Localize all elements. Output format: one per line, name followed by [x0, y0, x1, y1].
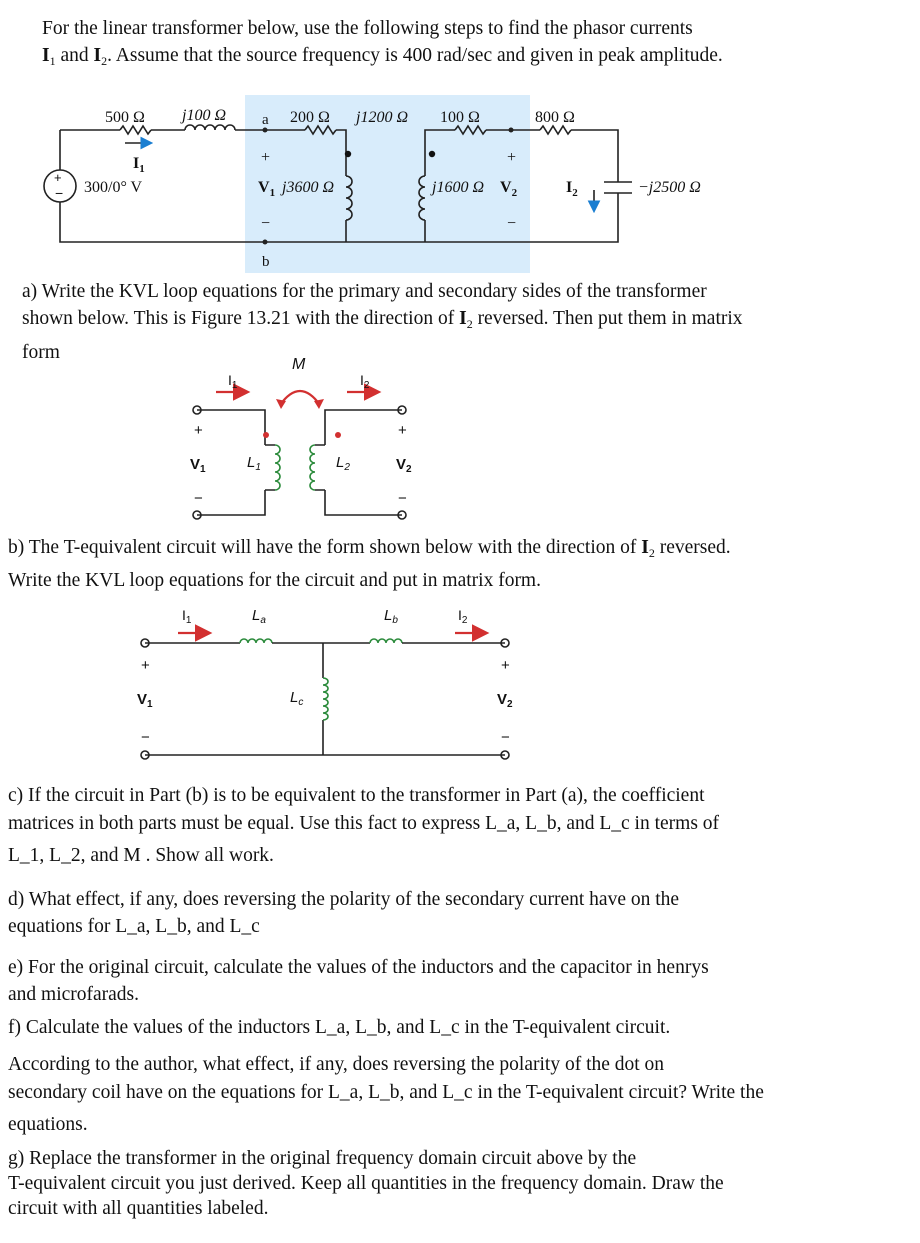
part-e-line-2: and microfarads. [8, 984, 140, 1005]
part-g-line-2: T-equivalent circuit you just derived. Keep all quantities in the frequency domain. Draw the [8, 1173, 724, 1194]
node-right-dot [509, 128, 514, 133]
label-minus-v2: − [398, 490, 407, 507]
label-source: 300/0° V [84, 179, 143, 196]
label-m: M [292, 356, 306, 373]
label-v1: $V_1$ [258, 179, 276, 199]
part-a-line-2: shown below. This is Figure 13.21 with the direction of $I_2$ reversed. Then put them in matrix [22, 308, 743, 331]
label-minus-v2: − [501, 729, 510, 746]
label-l2: $L_2$ [336, 454, 350, 473]
label-r-load: 800 Ω [535, 109, 575, 126]
label-l1: $L_1$ [247, 454, 261, 473]
node-a-dot [263, 128, 268, 133]
part-c-line-2: matrices in both parts must be equal. Use this fact to express L_a, L_b, and L_c in terms of [8, 813, 720, 834]
part-e-line-1: e) For the original circuit, calculate the values of the inductors and the capacitor in henrys [8, 957, 709, 978]
source-minus: − [55, 185, 64, 201]
part-a-line-1: a) Write the KVL loop equations for the primary and secondary sides of the transformer [22, 281, 707, 302]
label-plus-v1: + [194, 422, 203, 439]
label-lc: $L_c$ [290, 689, 304, 708]
part-f-line-1: f) Calculate the values of the inductors L_a, L_b, and L_c in the T-equivalent circuit. [8, 1017, 671, 1038]
label-plus-v2: + [398, 422, 407, 439]
label-la: $L_a$ [252, 607, 266, 626]
label-plus-v2: + [501, 657, 510, 674]
sub: 1 [49, 54, 56, 68]
label-x-mutual: j1200 Ω [356, 109, 409, 126]
label-i1: $I_1$ [228, 372, 238, 391]
transformer-figure-a [0, 355, 920, 525]
part-f-line-4: equations. [8, 1114, 88, 1135]
label-r-primary: 200 Ω [290, 109, 330, 126]
part-d-line-1: d) What effect, if any, does reversing the polarity of the secondary current have on the [8, 889, 680, 910]
part-c-line-3: L_1, L_2, and M . Show all work. [8, 845, 274, 866]
label-r-secondary: 100 Ω [440, 109, 480, 126]
node-b-dot [263, 240, 268, 245]
label-v1: $V_1$ [137, 691, 153, 710]
label-i2: $I_2$ [360, 372, 370, 391]
sub: 2 [101, 54, 108, 68]
dot-l1 [263, 432, 269, 438]
label-v2: $V_2$ [500, 179, 518, 199]
part-c-line-1: c) If the circuit in Part (b) is to be equivalent to the transformer in Part (a), the coefficient [8, 785, 705, 806]
intro-line-1: For the linear transformer below, use the following steps to find the phasor currents [42, 18, 693, 39]
label-minus-v1: − [194, 490, 203, 507]
dot-l2 [335, 432, 341, 438]
label-plus-v1: + [261, 149, 271, 166]
label-minus-v2: − [507, 215, 517, 232]
label-plus-v1: + [141, 657, 150, 674]
label-current-1: $I_1$ [133, 155, 145, 175]
part-b-line-1: b) The T-equivalent circuit will have the form shown below with the direction of $I_2$ reversed. [8, 537, 731, 560]
part-b-line-2: Write the KVL loop equations for the circuit and put in matrix form. [8, 570, 541, 591]
part-a-line-3: form [22, 342, 60, 363]
label-i2: $I_2$ [458, 607, 468, 626]
part-g-line-3: circuit with all quantities labeled. [8, 1198, 269, 1219]
label-v1: $V_1$ [190, 456, 206, 475]
label-minus-v1: − [261, 215, 271, 232]
label-minus-v1: − [141, 729, 150, 746]
label-r-source: 500 Ω [105, 109, 145, 126]
dot-primary [345, 151, 351, 157]
label-node-a: a [262, 112, 269, 128]
part-f-line-3: secondary coil have on the equations for L_a, L_b, and L_c in the T-equivalent circuit? Write the [8, 1082, 764, 1103]
label-plus-v2: + [507, 149, 517, 166]
label-x-cap: −j2500 Ω [638, 179, 701, 196]
part-g-line-1: g) Replace the transformer in the original frequency domain circuit above by the [8, 1148, 637, 1169]
part-f-line-2: According to the author, what effect, if any, does reversing the polarity of the dot on [8, 1054, 665, 1075]
part-d-line-2: equations for L_a, L_b, and L_c [8, 916, 260, 937]
label-node-b: b [262, 254, 270, 270]
label-i1: $I_1$ [182, 607, 192, 626]
label-x-l1: j3600 Ω [282, 179, 335, 196]
label-current-2: $I_2$ [566, 179, 578, 199]
label-v2: $V_2$ [396, 456, 412, 475]
source-plus: + [54, 170, 62, 185]
label-v2: $V_2$ [497, 691, 513, 710]
label-x-l2: j1600 Ω [432, 179, 485, 196]
transformer-circuit [0, 0, 920, 275]
label-x-source: j100 Ω [182, 107, 227, 124]
label-lb: $L_b$ [384, 607, 398, 626]
intro-line-2: $I_1$ and $I_2$. Assume that the source frequency is 400 rad/sec and given in peak amplitude. [42, 45, 723, 68]
dot-secondary [429, 151, 435, 157]
t-equivalent-figure-b [0, 600, 920, 780]
